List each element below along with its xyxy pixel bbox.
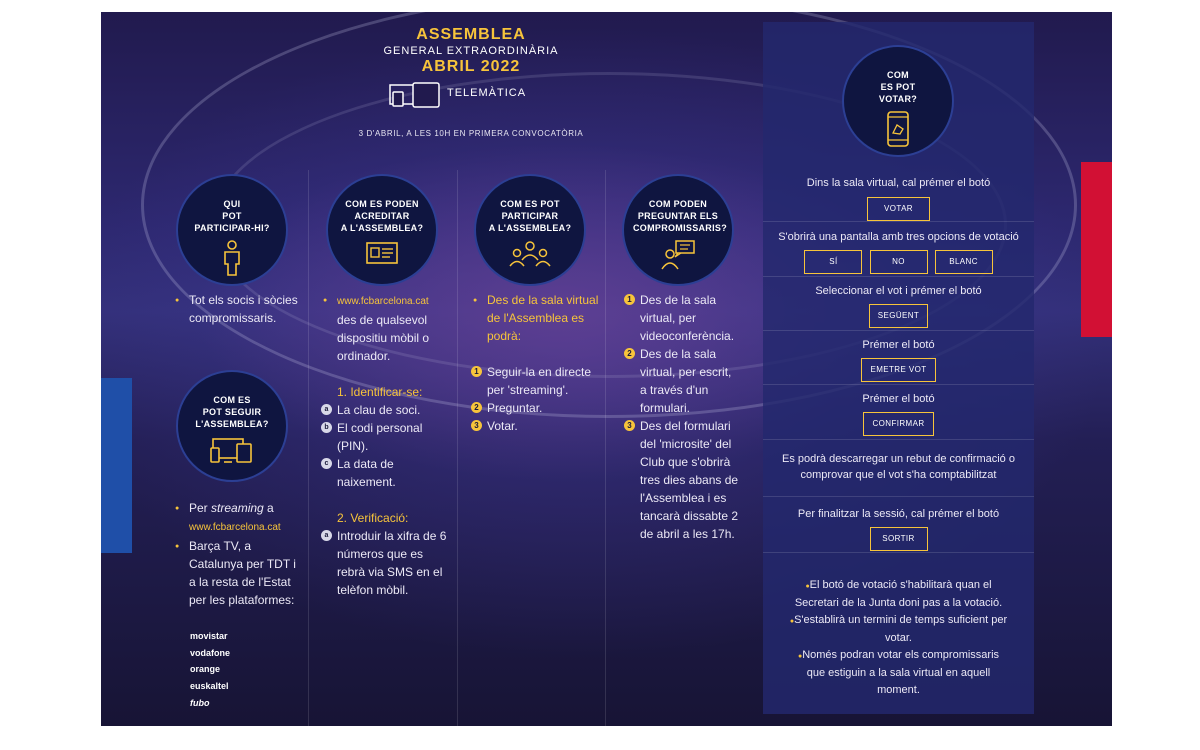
- vote-step-separator: [763, 439, 1034, 440]
- vote-step-separator: [763, 496, 1034, 497]
- phone-vote-icon: [885, 111, 911, 147]
- column-divider: [605, 170, 606, 726]
- vote-step-text: Per finalitzar la sessió, cal prémer el botó: [797, 508, 1000, 520]
- fubo-logo: fubo: [190, 698, 210, 708]
- vote-step-separator: [763, 221, 1034, 222]
- vote-step: [763, 229, 1034, 274]
- vote-step-text: Prémer el botó: [862, 393, 935, 405]
- no-button: NO: [870, 250, 928, 274]
- who-text: [189, 291, 299, 327]
- event-date: ABRIL 2022: [421, 58, 521, 75]
- vote-note: ●Només podran votar els compromissaris que estiguin a la sala virtual en aquell moment.: [797, 649, 1000, 696]
- vote-step-separator: [763, 330, 1034, 331]
- vodafone-logo: vodafone: [190, 648, 231, 658]
- person-icon: [220, 240, 244, 276]
- who-can-participate-badge: [176, 174, 288, 286]
- movistar-logo: movistar: [190, 631, 228, 641]
- participate-item: 1 Seguir-la en directe per 'streaming'.: [487, 363, 599, 399]
- person-speech-icon: [660, 240, 696, 270]
- ask-item: 2 Des de la sala virtual, per escrit, a través d'un formulari.: [640, 345, 740, 417]
- column-divider: [457, 170, 458, 726]
- vote-step-text: S'obrirà una pantalla amb tres opcions de votació: [778, 231, 1019, 243]
- badge-title: QUI POT PARTICIPAR-HI?: [194, 199, 270, 233]
- seguent-button: SEGÜENT: [869, 304, 928, 328]
- sortir-button: SORTIR: [870, 527, 928, 551]
- id-card-icon: [366, 240, 398, 266]
- orange-logo: orange: [190, 664, 221, 674]
- participate-intro: ● Des de la sala virtual de l'Assemblea es podrà:: [487, 291, 599, 345]
- vote-step-text: Es podrà descarregar un rebut de confirmació o comprovar que el vot s'ha comptabilitzat: [782, 453, 1015, 481]
- who-description: ● Tot els socis i sòcies compromissaris.: [189, 291, 299, 327]
- badge-title: COM ES PODEN ACREDITAR A L'ASSEMBLEA?: [340, 199, 424, 233]
- vote-note: ●S'establirà un termini de temps suficient per votar.: [789, 614, 1008, 644]
- vote-notes: [763, 577, 1034, 699]
- follow-text: [189, 499, 299, 609]
- vote-step-separator: [763, 276, 1034, 277]
- badge-title: COM PODEN PREGUNTAR ELS COMPROMISSARIS?: [633, 199, 728, 233]
- ask-item: 1 Des de la sala virtual, per videoconferència.: [640, 291, 740, 345]
- step1-title: 1. Identificar-se:: [337, 385, 423, 399]
- participate-item: 2 Preguntar.: [487, 399, 599, 417]
- vote-step-separator: [763, 552, 1034, 553]
- emetre-vot-button: EMETRE VOT: [861, 358, 935, 382]
- vote-step: [763, 391, 1034, 436]
- how-to-follow-badge: [176, 370, 288, 482]
- screens-icon: [210, 436, 254, 464]
- vote-step: [763, 283, 1034, 328]
- si-button: SÍ: [804, 250, 862, 274]
- event-title: ASSEMBLEA: [416, 26, 526, 43]
- accredit-intro: des de qualsevol dispositiu mòbil o ordinador.: [337, 313, 430, 363]
- vote-step: [763, 506, 1034, 551]
- blue-side-stripe: [101, 378, 132, 553]
- voting-panel: [763, 22, 1034, 714]
- step1-item: c La data de naixement.: [337, 455, 449, 491]
- vote-step: [763, 451, 1034, 483]
- mode-label: TELEMÀTICA: [447, 87, 527, 99]
- badge-title: COM ES POT VOTAR?: [878, 70, 918, 104]
- how-to-accredit-badge: [326, 174, 438, 286]
- accredit-link-line: [337, 291, 449, 311]
- votar-button: VOTAR: [867, 197, 930, 221]
- vote-note: ●El botó de votació s'habilitarà quan el Secretari de la Junta doni pas a la votació.: [794, 579, 1003, 609]
- follow-tv: ● Barça TV, a Catalunya per TDT i a la resta de l'Estat per les plataformes:: [189, 537, 299, 609]
- step2-title: 2. Verificació:: [337, 511, 409, 525]
- follow-streaming: ● Per streaming a www.fcbarcelona.cat: [189, 499, 299, 537]
- column-divider: [308, 170, 309, 726]
- participate-item: 3 Votar.: [487, 417, 599, 435]
- confirmar-button: CONFIRMAR: [863, 412, 933, 436]
- euskaltel-logo: euskaltel: [190, 681, 229, 691]
- how-to-ask-badge: [622, 174, 734, 286]
- step1-item: b El codi personal (PIN).: [337, 419, 449, 455]
- fcb-link[interactable]: www.fcbarcelona.cat: [189, 522, 281, 533]
- vote-step-text: Seleccionar el vot i prémer el botó: [815, 285, 982, 297]
- ask-item: 3 Des del formulari del 'microsite' del Club que s'obrirà tres dies abans de l'Assemblea i es tancarà dissabte 2 de abril a les 17h.: [640, 417, 740, 543]
- blanc-button: BLANC: [935, 250, 993, 274]
- vote-step-text: Dins la sala virtual, cal prémer el botó: [806, 177, 991, 189]
- how-to-participate-badge: [474, 174, 586, 286]
- badge-title: COM ES POT PARTICIPAR A L'ASSEMBLEA?: [488, 199, 572, 233]
- vote-step: [763, 337, 1034, 382]
- step1-item: a La clau de soci.: [337, 401, 449, 419]
- vote-step: [763, 175, 1034, 221]
- convocatory-line: 3 D'ABRIL, A LES 10H EN PRIMERA CONVOCATÒRIA: [358, 129, 584, 138]
- participate-text: [474, 291, 599, 435]
- event-subtitle: GENERAL EXTRAORDINÀRIA: [383, 45, 559, 57]
- accredit-text: [324, 291, 449, 599]
- red-side-stripe: [1081, 162, 1112, 337]
- devices-icon: [389, 82, 441, 113]
- ask-text: [627, 291, 740, 543]
- infographic-poster: [101, 12, 1112, 726]
- badge-title: COM ES POT SEGUIR L'ASSEMBLEA?: [195, 395, 269, 429]
- fcb-link[interactable]: www.fcbarcelona.cat: [337, 296, 429, 307]
- step2-item: a Introduir la xifra de 6 números que es rebrà via SMS en el telèfon mòbil.: [337, 527, 449, 599]
- vote-step-separator: [763, 384, 1034, 385]
- how-to-vote-badge: [842, 45, 954, 157]
- group-icon: [508, 240, 552, 268]
- vote-step-text: Prémer el botó: [862, 339, 935, 351]
